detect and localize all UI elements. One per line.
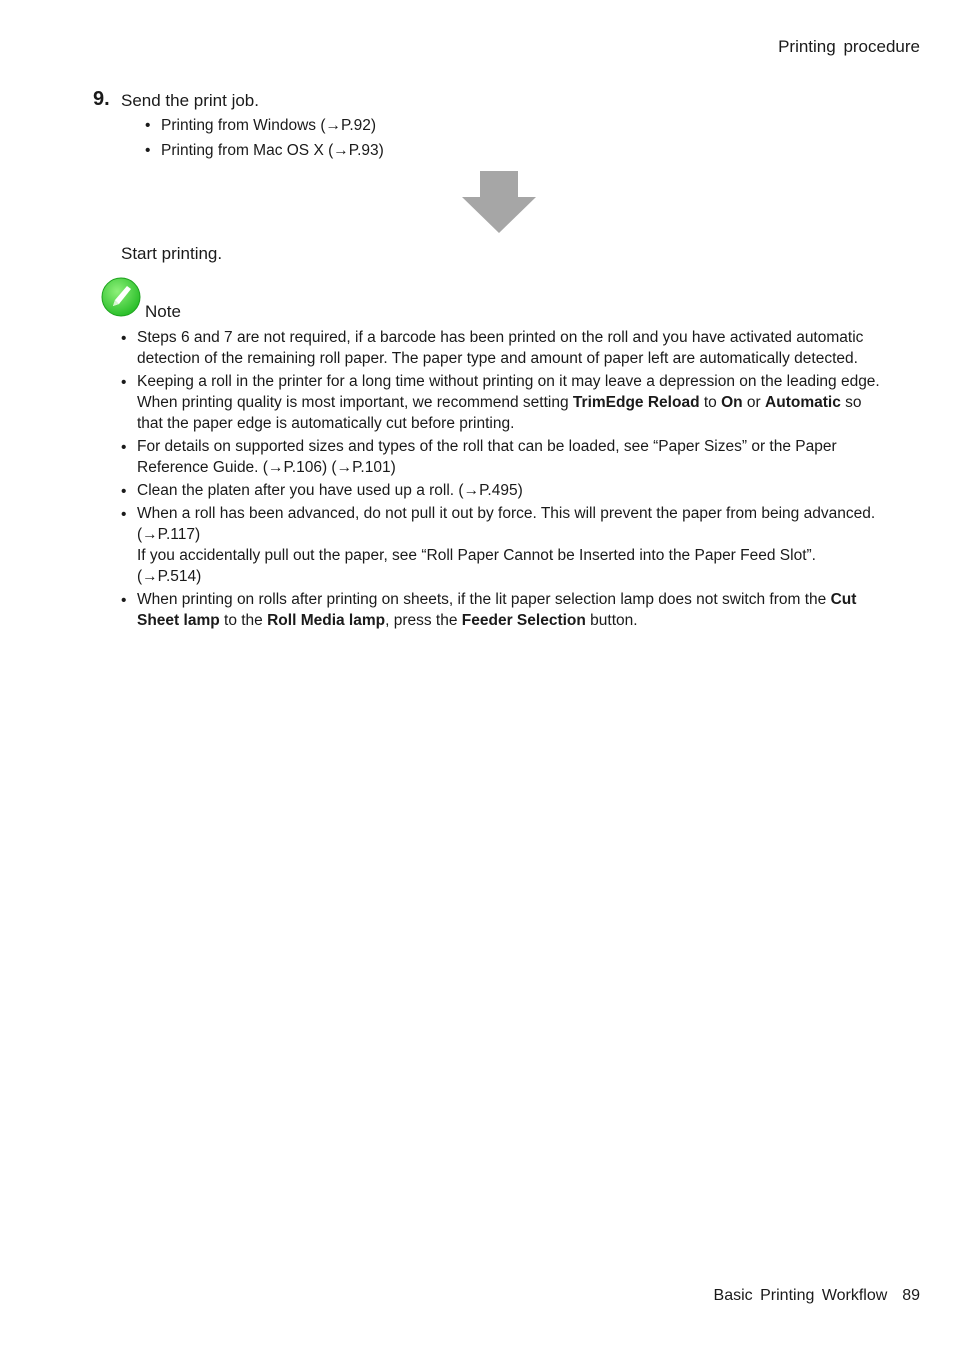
page-header: Printing procedure: [778, 37, 920, 56]
step-number: 9.: [93, 88, 110, 110]
note-text: Steps 6 and 7 are not required, if a barcode has been printed on the roll and you have activated automatic detection of the remaining roll paper. The paper type and amount of paper left are automatically detected.: [137, 329, 864, 367]
bullet: •: [145, 117, 151, 134]
note-item: [121, 503, 881, 587]
sub-item-text: Printing from Windows (→P.92): [161, 117, 377, 134]
bullet: •: [121, 483, 127, 500]
note-text: When a roll has been advanced, do not pull it out by force. This will prevent the paper from being advanced. (→P.117): [137, 505, 876, 543]
note-label: Note: [145, 302, 181, 321]
note-list: [121, 327, 881, 633]
bullet: •: [121, 439, 127, 456]
setting-name: TrimEdge Reload: [572, 394, 700, 411]
note-item: [121, 589, 881, 631]
note-item: [121, 371, 881, 434]
sub-item-windows: [145, 117, 376, 135]
bullet: •: [121, 592, 127, 609]
setting-value-automatic: Automatic: [765, 394, 841, 411]
note-item: [121, 327, 881, 369]
bullet: •: [121, 374, 127, 391]
bullet: •: [121, 506, 127, 523]
pencil-note-icon: [100, 276, 142, 323]
note-text: Keeping a roll in the printer for a long time without printing on it may leave a depression on the leading edge.: [137, 373, 880, 390]
lamp-name: Cut Sheet lamp: [137, 591, 857, 629]
sub-item-text: Printing from Mac OS X (→P.93): [161, 142, 384, 159]
page-number: 89: [902, 1287, 920, 1304]
footer-section: Basic Printing Workflow: [713, 1287, 888, 1304]
page-footer: [714, 1287, 920, 1305]
down-arrow-icon: [462, 171, 536, 238]
note-text-detail: When printing quality is most important, we recommend setting TrimEdge Reload to On or Automatic so that the paper edge is automatically cut before printing.: [137, 394, 862, 432]
note-item: [121, 480, 881, 501]
note-item: [121, 436, 881, 478]
note-text: When printing on rolls after printing on sheets, if the lit paper selection lamp does not switch from the Cut Sheet lamp to the Roll Media lamp, press the Feeder Selection button.: [137, 591, 857, 629]
button-name: Feeder Selection: [461, 612, 586, 629]
note-text: Clean the platen after you have used up a roll. (→P.495): [137, 482, 523, 499]
note-text-detail: If you accidentally pull out the paper, see “Roll Paper Cannot be Inserted into the Paper Feed Slot”. (→P.514): [137, 547, 816, 585]
bullet: •: [145, 142, 151, 159]
sub-item-mac: [145, 142, 384, 160]
note-text: For details on supported sizes and types of the roll that can be loaded, see “Paper Sizes” or the Paper Reference Guide. (→P.106) (→P.101): [137, 438, 837, 476]
result-text: Start printing.: [121, 244, 223, 263]
bullet: •: [121, 330, 127, 347]
step-text: Send the print job.: [121, 91, 259, 110]
setting-value-on: On: [721, 394, 743, 411]
lamp-name: Roll Media lamp: [267, 612, 386, 629]
